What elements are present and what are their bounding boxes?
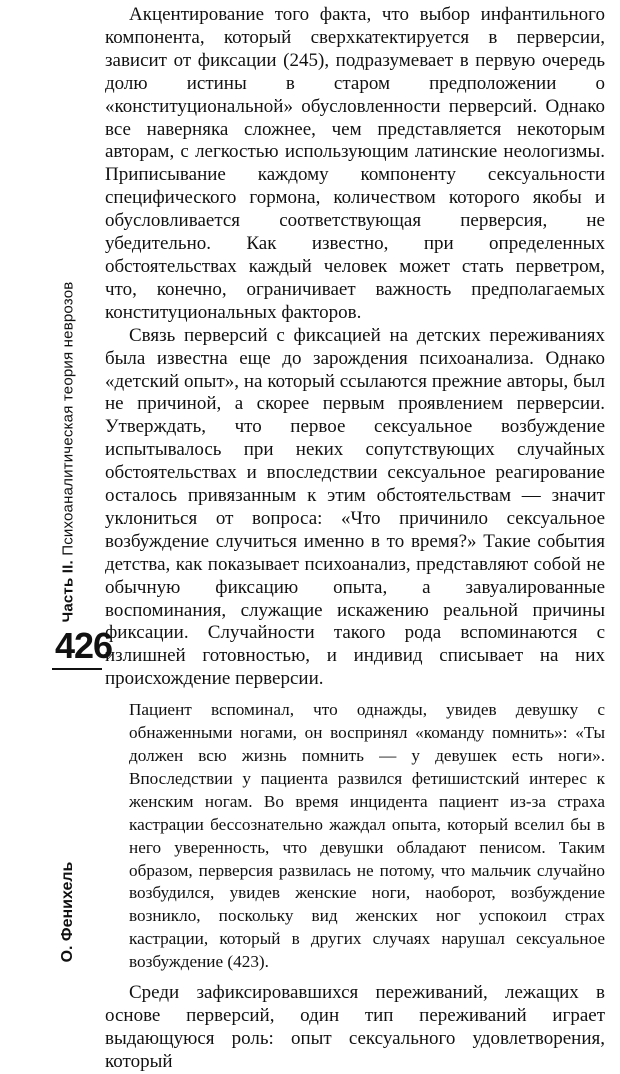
author-name: О. Фенихель xyxy=(59,861,76,963)
paragraph-3: Среди зафиксировавшихся переживаний, лежащих в основе перверсий, один тип переживаний играет выдающуюся роль: опыт сексуального удовлетворения, который xyxy=(105,982,605,1072)
page-margin xyxy=(0,0,113,995)
page-number: 426 xyxy=(55,625,113,666)
case-example: Пациент вспоминал, что однажды, увидев девушку с обнаженными ногами, он воспринял «команду помнить»: «Ты должен всю жизнь помнить — у девушек есть ноги». Впоследствии у пациента развился фетишистский интерес к женским ногам. Во время инцидента пациент из-за страха кастрации бессознательно жаждал опыта, который вселил бы в него уверенность, что девушки обладают пенисом. Таким образом, перверсия развилась не потому, что мальчик случайно возбудился, увидев женские ноги, наоборот, возбуждение возникло, поскольку вид женских ног успокоил страх кастрации, который в других случаях нарушал сексуальное возбуждение (423). xyxy=(129,700,605,972)
paragraph-2: Связь перверсий с фиксацией на детских переживаниях была известна еще до зарождения психоанализа. Однако «детский опыт», на который ссылаются прежние авторы, был не причиной, а скорее первым проявлением перверсии. Утверждать, что первое сексуальное возбуждение испытывалось при неких сопутствующих случайных обстоятельствах и впоследствии сексуальное реагирование осталось привязанным к этим обстоятельствам — значит уклониться от вопроса: «Что причинило сексуальное возбуждение случиться именно в то время?» Такие события детства, как показывает психоанализ, представляют собой не обычную фиксацию опыта, а завуалированные воспоминания, служащие искажению реальной причины фиксации. Случайности такого рода вспоминаются с излишней готовностью, и индивид списывает на них происхождение перверсии. xyxy=(105,324,605,690)
running-title xyxy=(60,282,77,623)
page-number-rule xyxy=(52,668,102,670)
running-title-text: Психоаналитическая теория неврозов xyxy=(59,281,77,556)
running-title-part: Часть II. xyxy=(59,560,77,623)
paragraph-1: Акцентирование того факта, что выбор инфантильного компонента, который сверхкатектируется в перверсии, зависит от фиксации (245), подразумевает в первую очередь долю истины в старом предположении о «конституциональной» обусловленности перверсий. Однако все наверняка сложнее, чем представляется некоторым авторам, с легкостью использующим латинские неологизмы. Приписывание каждому компоненту сексуальности специфического гормона, количеством которого якобы и обусловливается соответствующая перверсия, не убедительно. Как известно, при определенных обстоятельствах каждый человек может стать перветром, что, конечно, ограничивает важность предполагаемых конституциональных факторов. xyxy=(105,4,605,323)
page-body xyxy=(105,4,605,1074)
